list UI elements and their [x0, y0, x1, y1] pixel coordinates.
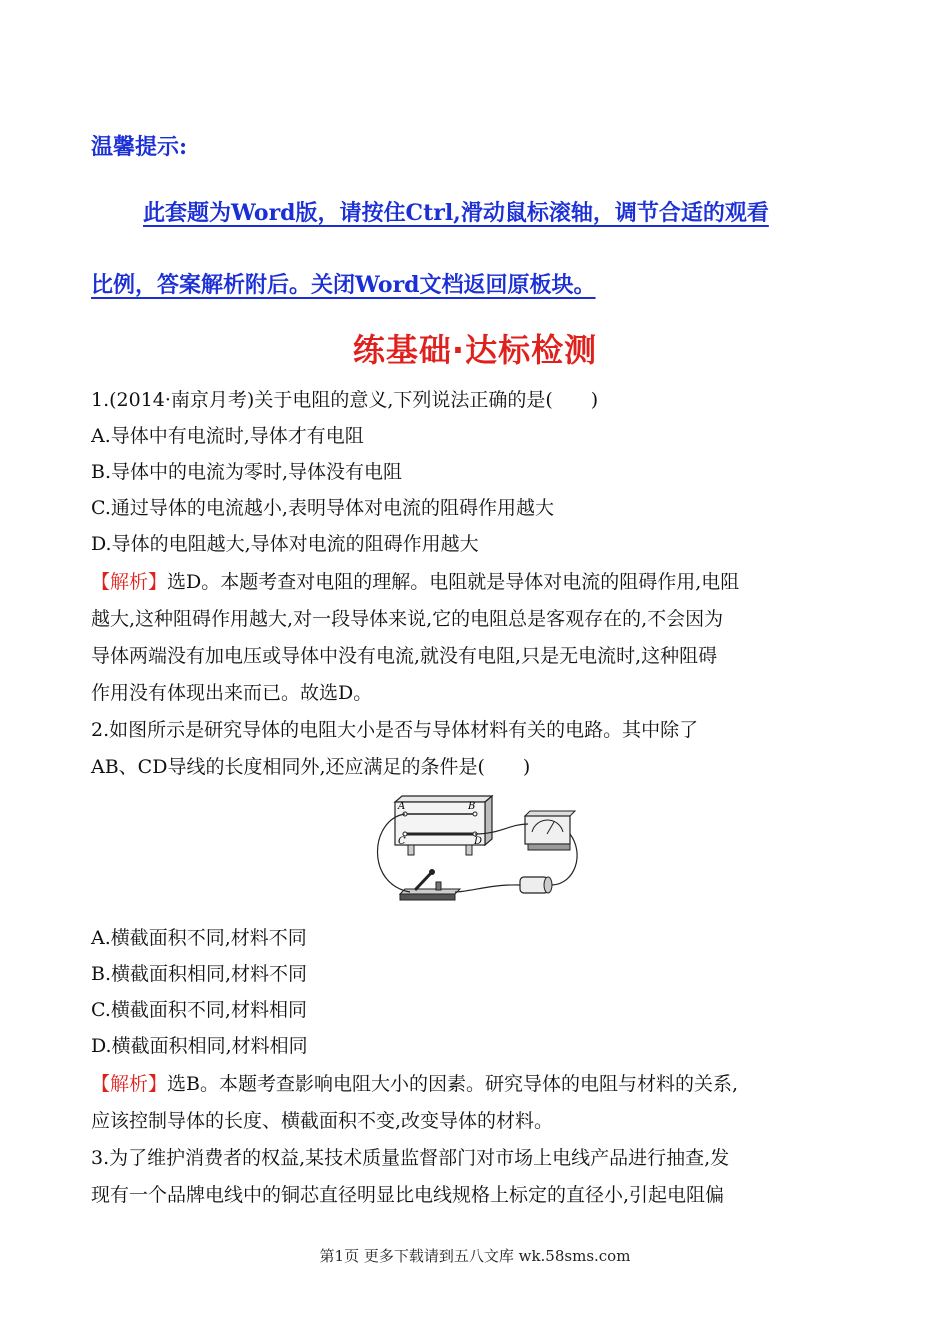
section-heading: 练基础·达标检测	[352, 331, 598, 369]
q1-stem: 1.(2014·南京月考)关于电阻的意义,下列说法正确的是( )	[91, 389, 599, 411]
q1-analysis-line-3: 导体两端没有加电压或导体中没有电流,就没有电阻,只是无电流时,这种阻碍	[91, 645, 718, 667]
q2-analysis-line-2: 应该控制导体的长度、横截面积不变,改变导体的材料。	[91, 1110, 554, 1132]
q2-option-d: D.横截面积相同,材料相同	[91, 1035, 308, 1057]
tip-line-1: 此套题为Word版，请按住Ctrl,滑动鼠标滚轴，调节合适的观看	[143, 200, 769, 226]
page-footer: 第1页 更多下载请到五八文库 wk.58sms.com	[319, 1247, 631, 1265]
label-c: C	[398, 836, 406, 847]
q1-analysis-line-1: 【解析】选D。本题考查对电阻的理解。电阻就是导体对电流的阻碍作用,电阻	[91, 571, 740, 593]
label-d: D	[474, 836, 483, 847]
q2-stem-line-1: 2.如图所示是研究导体的电阻大小是否与导体材料有关的电路。其中除了	[91, 719, 699, 741]
q1-analysis-line-4: 作用没有体现出来而已。故选D。	[91, 682, 373, 704]
tip-title: 温馨提示:	[91, 134, 188, 160]
circuit-diagram	[370, 794, 580, 909]
q1-option-c: C.通过导体的电流越小,表明导体对电流的阻碍作用越大	[91, 497, 554, 519]
analysis-label: 【解析】	[91, 1073, 168, 1095]
q1-option-d: D.导体的电阻越大,导体对电流的阻碍作用越大	[91, 533, 479, 555]
q1-option-a: A.导体中有电流时,导体才有电阻	[91, 425, 364, 447]
label-b: B	[468, 801, 476, 812]
q2-option-a: A.横截面积不同,材料不同	[91, 927, 307, 949]
switch	[400, 869, 460, 900]
q1-analysis-line-2: 越大,这种阻碍作用越大,对一段导体来说,它的电阻总是客观存在的,不会因为	[91, 608, 724, 630]
tip-line-2: 比例，答案解析附后。关闭Word文档返回原板块。	[91, 272, 596, 298]
ammeter	[525, 811, 575, 850]
q3-stem-line-1: 3.为了维护消费者的权益,某技术质量监督部门对市场上电线产品进行抽查,发	[91, 1147, 730, 1169]
q2-analysis-line-1: 【解析】选B。本题考查影响电阻大小的因素。研究导体的电阻与材料的关系,	[91, 1073, 739, 1095]
resistance-board	[395, 796, 492, 855]
q1-option-b: B.导体中的电流为零时,导体没有电阻	[91, 461, 403, 483]
q3-stem-line-2: 现有一个品牌电线中的铜芯直径明显比电线规格上标定的直径小,引起电阻偏	[91, 1184, 725, 1206]
q2-stem-line-2: AB、CD导线的长度相同外,还应满足的条件是( )	[91, 756, 531, 778]
analysis-label: 【解析】	[91, 571, 168, 593]
q2-option-c: C.横截面积不同,材料相同	[91, 999, 307, 1021]
battery	[520, 877, 552, 893]
label-a: A	[398, 801, 406, 812]
q2-option-b: B.横截面积相同,材料不同	[91, 963, 308, 985]
